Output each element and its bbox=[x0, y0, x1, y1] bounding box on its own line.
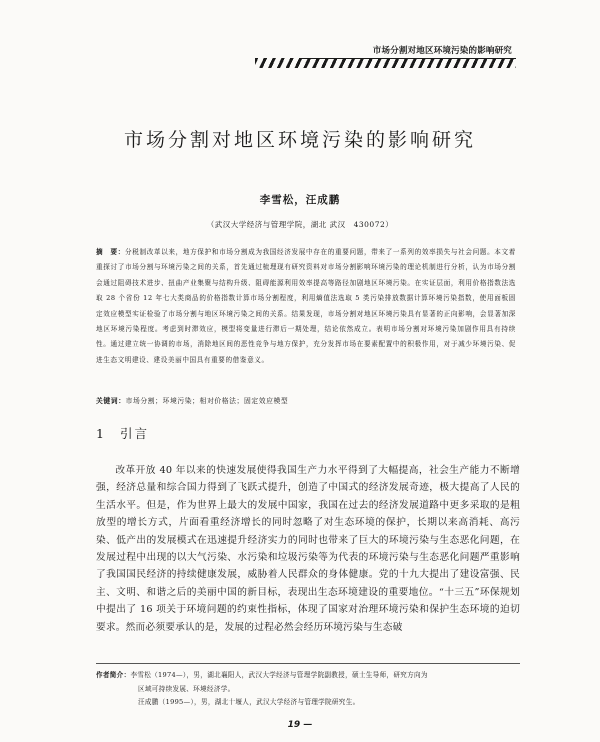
keywords-block bbox=[96, 395, 516, 405]
footnote-line-2: 区域可持续发展、环境经济学。 bbox=[138, 684, 235, 693]
keywords-label: 关键词： bbox=[96, 397, 126, 405]
section-title: 引言 bbox=[119, 426, 149, 441]
page-number: 19 — bbox=[287, 720, 313, 730]
paper-title: 市场分割对地区环境污染的影响研究 bbox=[123, 129, 476, 151]
paper-authors: 李雪松，汪成鹏 bbox=[259, 194, 341, 206]
footnote-line-1: 李雪松（1974—），男，湖北襄阳人，武汉大学经济与管理学院副教授，硕士生导师，研究方向为 bbox=[130, 671, 428, 679]
header-hatch-rule bbox=[255, 58, 516, 68]
keywords-text: 市场分割；环境污染；相对价格法；固定效应模型 bbox=[125, 397, 289, 405]
author-affiliation: （武汉大学经济与管理学院，湖北 武汉 430072） bbox=[206, 220, 394, 229]
abstract-text: 分税制改革以来，地方保护和市场分割成为我国经济发展中存在的重要问题，带来了一系列的效率损失与社会问题。本文着重探讨了市场分割与环境污染之间的关系，首先通过梳理现有研究资料对市场分割影响环境污染的理论机制进行分析，认为市场分割会通过阻碍技术进步、扭曲产业集聚与结构升级、阻碍能源利用效率提高等路径加剧地区环境污染。在实证层面，利用价格指数法选取 28 个省份 12 年七大类商品的价格指数计算市场分割程度，利用熵值法选取 5 类污染排放数据计算环境污染指数，使用面板固定效应模型实证检验了市场分割与地区环境污染之间的关系。结果发现，市场分割对地区环境污染具有显著的正向影响，会显著加深地区环境污染程度。考虑到时滞效应，模型将变量进行滞后一期处理，结论依然成立。表明市场分割对环境污染加剧作用具有持续性。通过建立统一协调的市场，消除地区间的恶性竞争与地方保护，充分发挥市场在要素配置中的积极作用，对于减少环境污染、促进生态文明建设、建设美丽中国具有重要的借鉴意义。 bbox=[96, 248, 516, 364]
section-number: 1 bbox=[96, 426, 106, 441]
header-solid-rule bbox=[300, 58, 516, 59]
section-heading bbox=[96, 424, 149, 442]
author-footnote bbox=[96, 669, 522, 710]
footnote-label: 作者简介： bbox=[96, 671, 131, 679]
body-text bbox=[96, 462, 520, 636]
footnote-line-3: 汪成鹏（1995—），男，湖北十堰人，武汉大学经济与管理学院研究生。 bbox=[138, 698, 360, 706]
abstract-label: 摘 要： bbox=[96, 248, 125, 256]
footnote-rule bbox=[96, 663, 520, 664]
running-header: 市场分割对地区环境污染的影响研究 bbox=[372, 46, 512, 56]
abstract-block bbox=[96, 245, 516, 368]
body-paragraph: 改革开放 40 年以来的快速发展使得我国生产力水平得到了大幅提高，社会生产能力不断增强，经济总量和综合国力得到了飞跃式提升，创造了中国式的经济发展奇迹，极大提高了人民的生活水平。但是，作为世界上最大的发展中国家，我国在过去的经济发展道路中更多采取的是粗放型的增长方式，片面看重经济增长的同时忽略了对生态环境的保护，长期以来高消耗、高污染、低产出的发展模式在迅速提升经济实力的同时也带来了巨大的环境污染与生态恶化问题，在发展过程中出现的以大气污染、水污染和垃圾污染等为代表的环境污染与生态恶化问题严重影响了我国国民经济的持续健康发展，威胁着人民群众的身体健康。党的十九大提出了建设富强、民主、文明、和谐之后的美丽中国的新目标，表现出生态环境建设的重要地位。“十三五”环保规划中提出了 16 项关于环境问题的约束性指标，体现了国家对治理环境污染和保护生态环境的迫切要求。然而必须要承认的是，发展的过程必然会经历环境污染与生态破 bbox=[96, 465, 520, 633]
